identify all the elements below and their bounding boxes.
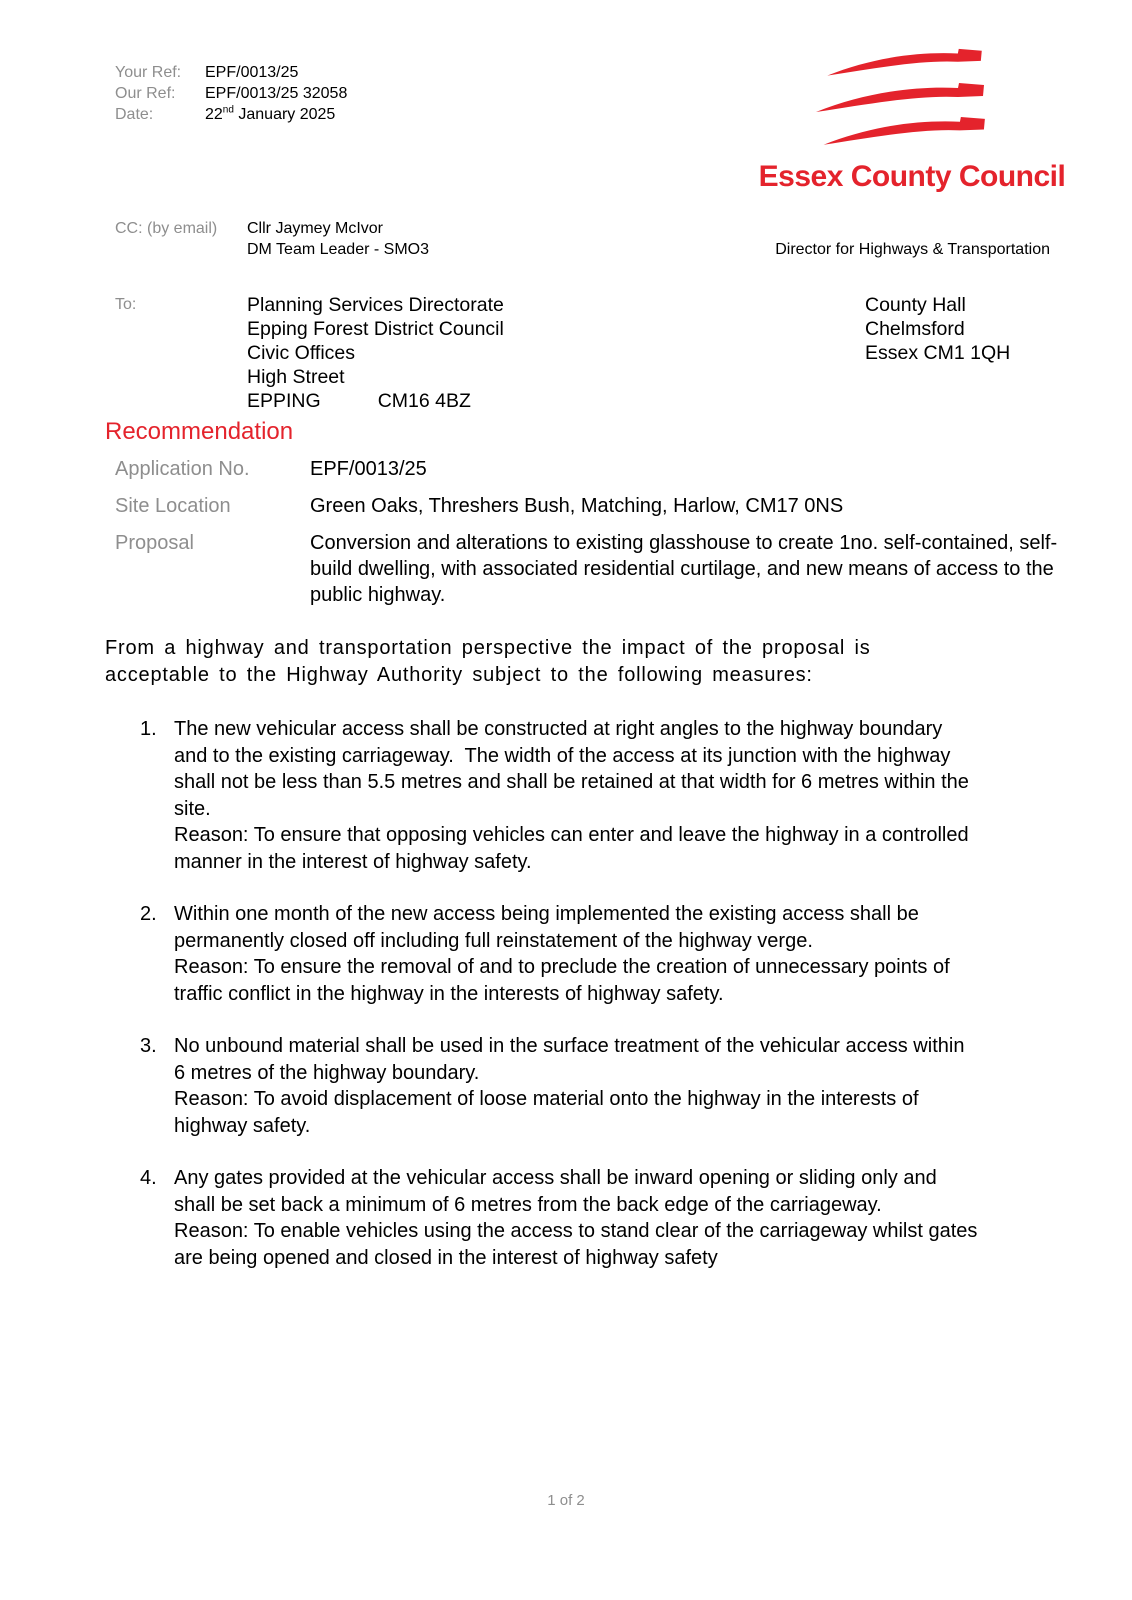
sender-role: Director for Highways & Transportation [775,241,1050,258]
essex-county-council-logo [756,48,1068,194]
application-no-label: Application No. [115,458,250,480]
date-ordinal-suffix: nd [222,104,234,116]
list-item [140,901,1020,1007]
item-reason: Reason: To avoid displacement of loose material onto the highway in the interests of highway safety. [174,1088,925,1137]
address-line: Civic Offices [247,342,355,364]
cc-block [0,218,1132,264]
item-text: Any gates provided at the vehicular access shall be inward opening or sliding only and shall be set back a minimum of 6 metres from the back edge of the carriageway. [174,1167,943,1216]
recommendation-table [115,456,1065,619]
site-location-label: Site Location [115,495,231,517]
your-ref-value: EPF/0013/25 [205,64,299,81]
cc-label: CC: (by email) [115,220,218,237]
application-no-value: EPF/0013/25 [310,458,427,480]
address-postcode: CM16 4BZ [377,390,471,412]
date-label: Date: [115,106,154,123]
date-value [205,104,335,125]
item-text: Within one month of the new access being implemented the existing access shall be permanently closed off including full reinstatement of the highway verge. [174,903,925,952]
list-item [140,716,1020,875]
date-month-year: January 2025 [233,106,336,123]
address-line: Epping Forest District Council [247,318,504,340]
sender-address-line: Chelmsford [865,318,965,340]
essex-seaxes-icon [802,48,1022,150]
reference-block [115,62,347,125]
item-reason: Reason: To enable vehicles using the access to stand clear of the carriageway whilst gates are being opened and closed in the interest of highway safety [174,1220,983,1269]
date-line [115,104,347,125]
intro-paragraph: From a highway and transportation perspective the impact of the proposal is acceptable to the Highway Authority subject to the following measures: [105,637,871,686]
item-number: 4. [140,1167,157,1189]
proposal-label: Proposal [115,532,194,554]
date-day: 22 [205,106,223,123]
address-line [247,389,504,413]
item-text: The new vehicular access shall be constructed at right angles to the highway boundary and to the existing carriageway. The width of the access at its junction with the highway shall not be less than 5.5 metres and shall be retained at that width for 6 metres within the site. [174,718,975,820]
your-ref-label: Your Ref: [115,64,182,81]
table-row [115,456,1065,482]
list-item [140,1033,1020,1139]
item-body [174,901,979,1007]
your-ref-line [115,62,347,83]
address-town: EPPING [247,390,321,412]
sender-address [865,293,1010,365]
item-reason: Reason: To ensure the removal of and to preclude the creation of unnecessary points of traffic conflict in the highway in the interests of highway safety. [174,956,956,1005]
recipient-address [247,293,504,413]
our-ref-line [115,83,347,104]
to-label: To: [115,296,137,313]
item-body [174,1033,979,1139]
table-row [115,493,1065,519]
list-item [140,1165,1020,1271]
address-line: High Street [247,366,345,388]
recommendation-heading: Recommendation [105,418,294,445]
page-number: 1 of 2 [547,1492,585,1509]
proposal-value: Conversion and alterations to existing glasshouse to create 1no. self-contained, self-build dwelling, with associated residential curtilage, and new means of access to the public highway. [310,532,1058,606]
cc-recipients [247,218,429,260]
address-line: Planning Services Directorate [247,294,504,316]
item-number: 3. [140,1035,157,1057]
item-reason: Reason: To ensure that opposing vehicles can enter and leave the highway in a controlled manner in the interest of highway safety. [174,824,975,873]
item-body [174,716,979,875]
cc-recipient-name: Cllr Jaymey McIvor [247,220,384,237]
site-location-value: Green Oaks, Threshers Bush, Matching, Harlow, CM17 0NS [310,495,844,517]
sender-address-line: Essex CM1 1QH [865,342,1011,364]
item-body [174,1165,983,1271]
sender-address-line: County Hall [865,294,966,316]
item-number: 2. [140,903,157,925]
our-ref-label: Our Ref: [115,85,176,102]
item-number: 1. [140,718,157,740]
logo-wordmark: Essex County Council [758,160,1066,193]
our-ref-value: EPF/0013/25 32058 [205,85,348,102]
table-row [115,530,1065,608]
conditions-list [140,716,1020,1297]
cc-recipient-role: DM Team Leader - SMO3 [247,241,429,258]
item-text: No unbound material shall be used in the surface treatment of the vehicular access within 6 metres of the highway boundary. [174,1035,971,1084]
